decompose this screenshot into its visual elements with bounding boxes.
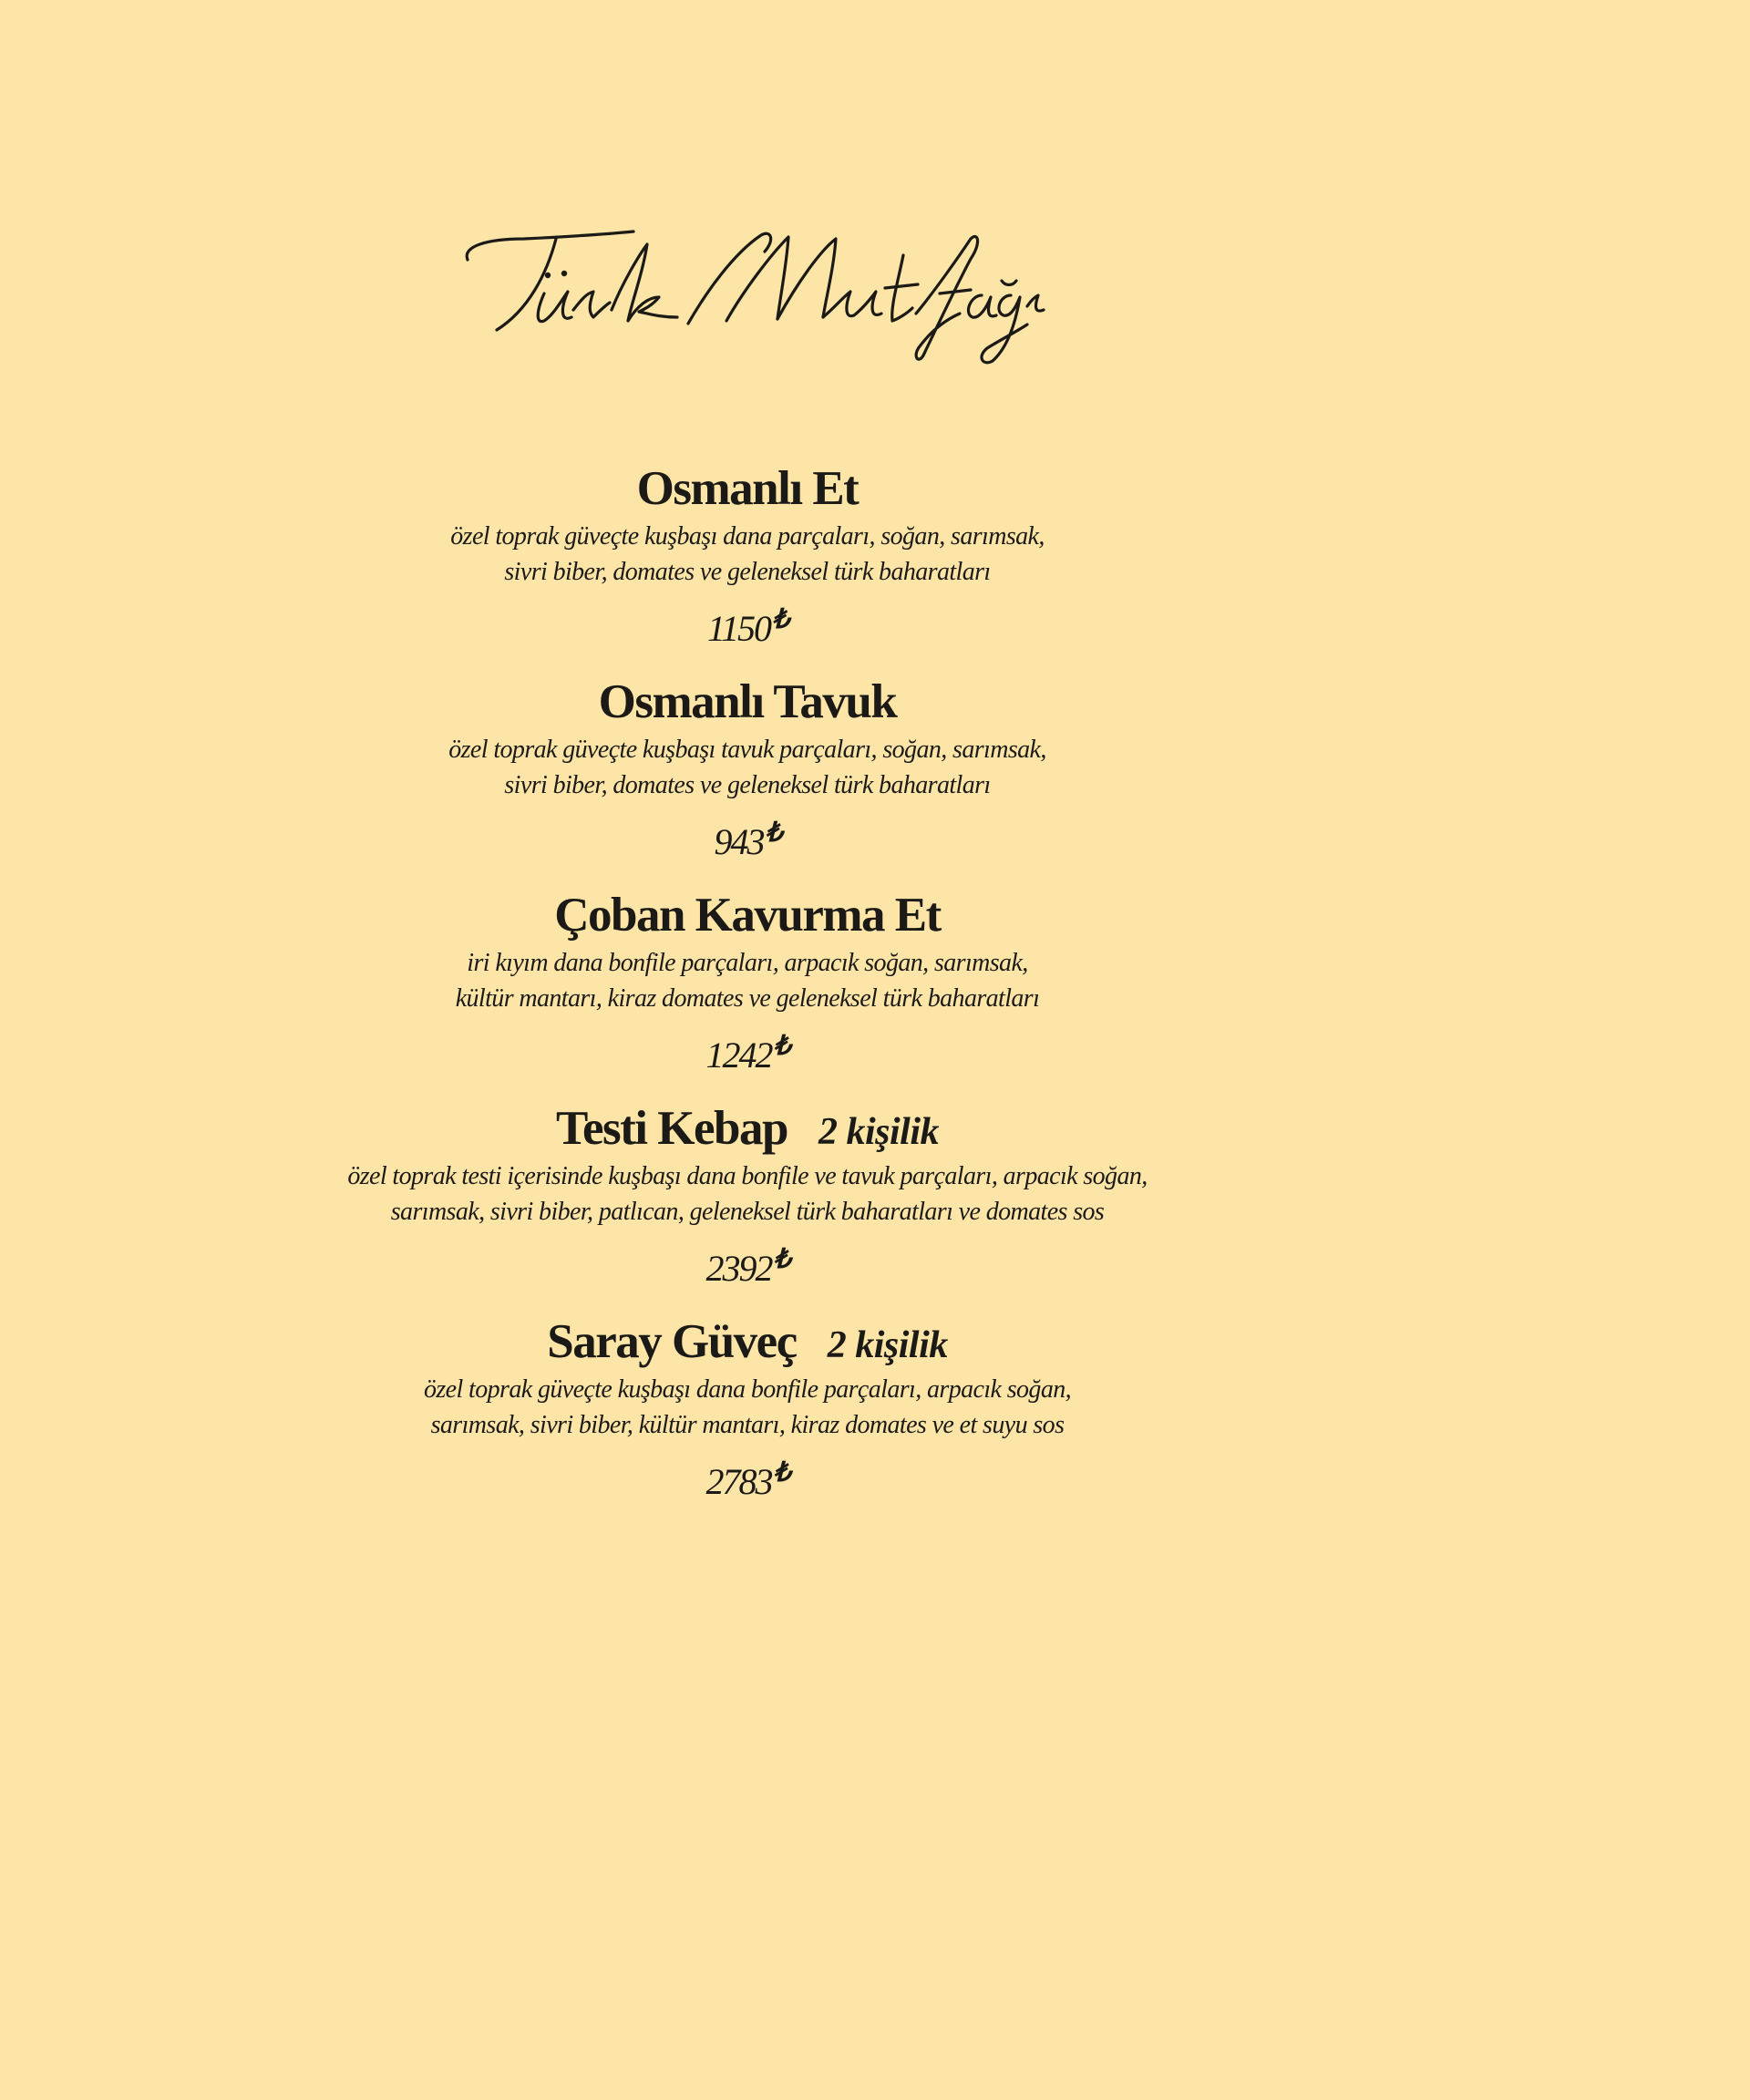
menu-item [283, 674, 1212, 887]
menu-item-price [283, 810, 1212, 865]
price-value: 1150 [706, 608, 770, 649]
menu-item-price [283, 1024, 1212, 1078]
lira-currency-icon: ₺ [773, 1457, 789, 1488]
menu-item-description-line: kültür mantarı, kiraz domates ve geleneksel türk baharatları [455, 984, 1040, 1013]
menu-item [283, 887, 1212, 1100]
menu-item [283, 460, 1212, 674]
lira-currency-icon: ₺ [773, 1244, 789, 1274]
menu-item-description [283, 732, 1212, 803]
menu-item-description [283, 945, 1212, 1016]
menu-item-price [283, 597, 1212, 652]
menu-item-description-line: özel toprak güveçte kuşbaşı dana parçaları, soğan, sarımsak, [450, 522, 1045, 551]
price-value: 1242 [705, 1035, 772, 1076]
menu-item-header [283, 674, 1212, 730]
menu-item [283, 1313, 1212, 1527]
menu-item-description-line: özel toprak güveçte kuşbaşı dana bonfile parçaları, arpacık soğan, [423, 1375, 1072, 1404]
price-value: 943 [714, 821, 764, 862]
page-title [460, 219, 1044, 365]
price-value: 2783 [705, 1461, 772, 1502]
menu-item-price [283, 1450, 1212, 1505]
menu-item-name: Osmanlı Tavuk [598, 675, 897, 728]
menu-item-description-line: özel toprak testi içerisinde kuşbaşı dana bonfile ve tavuk parçaları, arpacık soğan, [347, 1162, 1148, 1190]
menu-item-serving-size: 2 kişilik [827, 1324, 948, 1366]
menu-item-name: Çoban Kavurma Et [554, 889, 941, 942]
menu-item-description [283, 1158, 1212, 1230]
menu-item-description-line: özel toprak güveçte kuşbaşı tavuk parçaları, soğan, sarımsak, [448, 736, 1046, 764]
script-title-lettering [460, 219, 1044, 365]
menu-item-header [283, 887, 1212, 943]
menu-item-description [283, 1372, 1212, 1443]
menu-item-description-line: iri kıyım dana bonfile parçaları, arpacık soğan, sarımsak, [467, 949, 1028, 977]
menu-item-description [283, 519, 1212, 590]
menu-item-description-line: sivri biber, domates ve geleneksel türk baharatları [504, 558, 991, 586]
menu-item-price [283, 1237, 1212, 1292]
menu-item-serving-size: 2 kişilik [818, 1111, 939, 1153]
menu-item-name: Osmanlı Et [636, 462, 859, 515]
lira-currency-icon: ₺ [765, 818, 781, 848]
menu-item-description-line: sivri biber, domates ve geleneksel türk baharatları [504, 771, 991, 799]
menu-item-description-line: sarımsak, sivri biber, kültür mantarı, kiraz domates ve et suyu sos [430, 1411, 1065, 1439]
menu-list [283, 460, 1212, 1527]
lira-currency-icon: ₺ [771, 604, 788, 634]
menu-item-description-line: sarımsak, sivri biber, patlıcan, geleneksel türk baharatları ve domates sos [390, 1198, 1105, 1226]
menu-item-name: Saray Güveç [547, 1315, 797, 1368]
menu-item-name: Testi Kebap [556, 1102, 788, 1155]
menu-item-header [283, 1100, 1212, 1157]
menu-item-header [283, 460, 1212, 517]
menu-item [283, 1100, 1212, 1313]
menu-item-header [283, 1313, 1212, 1370]
price-value: 2392 [705, 1248, 772, 1289]
lira-currency-icon: ₺ [773, 1031, 789, 1061]
